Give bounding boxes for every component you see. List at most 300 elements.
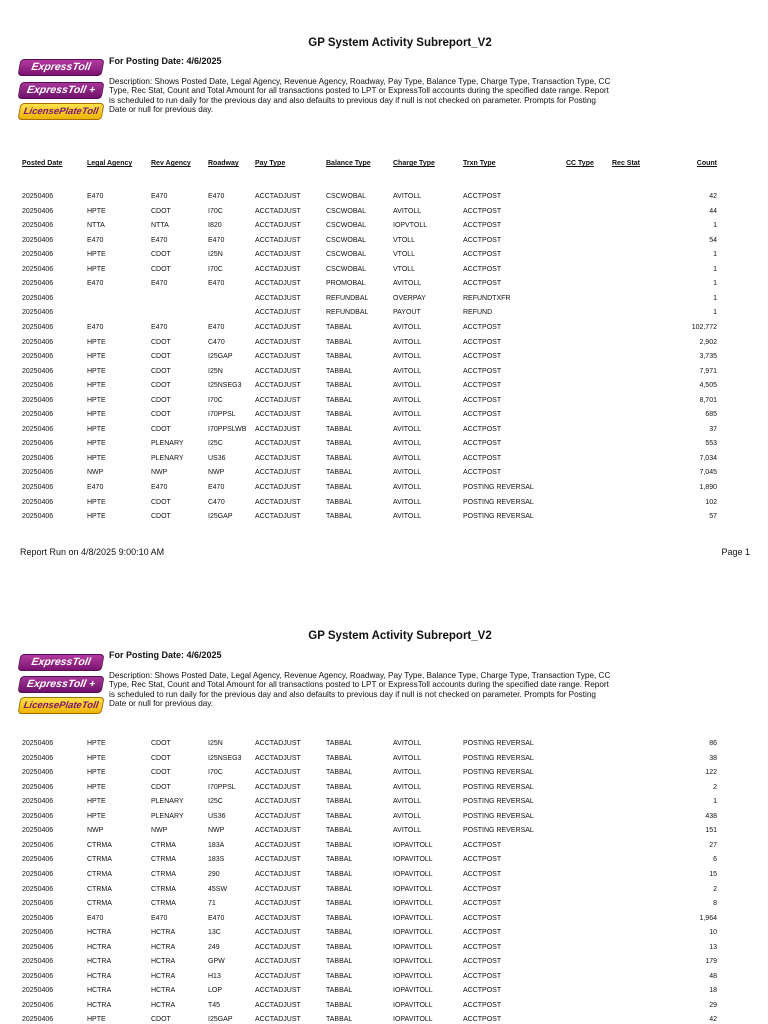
- cell-trxn-type: ACCTPOST: [463, 222, 502, 230]
- cell-roadway: E470: [208, 484, 225, 491]
- cell-roadway: US36: [208, 812, 226, 820]
- cell-charge-type: AVITOLL: [393, 827, 422, 835]
- cell-rev-agency: CDOT: [151, 367, 171, 375]
- cell-balance-type: TABBAL: [326, 754, 353, 762]
- column-header-roadway: Roadway: [208, 160, 239, 167]
- cell-rev-agency: CTRMA: [151, 900, 176, 908]
- cell-posted-date: 20250406: [22, 783, 54, 791]
- cell-legal-agency: HPTE: [87, 338, 106, 346]
- cell-pay-type: ACCTADJUST: [255, 353, 301, 361]
- cell-pay-type: ACCTADJUST: [255, 885, 301, 893]
- cell-count: 44: [709, 207, 717, 215]
- cell-legal-agency: HPTE: [87, 740, 106, 747]
- cell-count: 4,505: [699, 382, 717, 390]
- cell-trxn-type: ACCTPOST: [463, 236, 502, 244]
- cell-charge-type: IOPAVITOLL: [393, 958, 433, 966]
- cell-rev-agency: CDOT: [151, 513, 171, 521]
- cell-posted-date: 20250406: [22, 411, 54, 419]
- cell-legal-agency: HPTE: [87, 265, 106, 273]
- cell-count: 6: [713, 856, 717, 864]
- cell-pay-type: ACCTADJUST: [255, 929, 301, 937]
- cell-posted-date: 20250406: [22, 856, 54, 864]
- cell-trxn-type: REFUNDTXFR: [463, 294, 511, 302]
- cell-posted-date: 20250406: [22, 280, 54, 288]
- report-page-2: [0, 600, 768, 1024]
- cell-charge-type: AVITOLL: [393, 469, 422, 477]
- cell-roadway: H13: [208, 972, 221, 980]
- cell-pay-type: ACCTADJUST: [255, 972, 301, 980]
- cell-charge-type: AVITOLL: [393, 498, 422, 506]
- report-description: Description: Shows Posted Date, Legal Agency, Revenue Agency, Roadway, Pay Type, Balance Type, Charge Type, Transaction Type, CC Type, Rec Stat, Count and Total Amount for all transactions posted to LPT or ExpressToll accounts during the specified date range. Report is scheduled to run daily for the previous day and also defaults to previous day if null is not checked on parameter. Prompts for Posting Date or null for previous day.: [109, 671, 611, 709]
- cell-charge-type: IOPAVITOLL: [393, 1001, 433, 1009]
- cell-trxn-type: REFUND: [463, 309, 493, 317]
- cell-count: 122: [705, 769, 717, 777]
- cell-trxn-type: POSTING REVERSAL: [463, 498, 534, 506]
- cell-trxn-type: ACCTPOST: [463, 338, 502, 346]
- cell-pay-type: ACCTADJUST: [255, 236, 301, 244]
- cell-posted-date: 20250406: [22, 265, 54, 273]
- cell-legal-agency: HCTRA: [87, 929, 112, 937]
- cell-trxn-type: ACCTPOST: [463, 353, 502, 361]
- cell-trxn-type: ACCTPOST: [463, 870, 502, 878]
- cell-roadway: I70PPSL: [208, 411, 236, 419]
- cell-count: 42: [709, 193, 717, 200]
- cell-posted-date: 20250406: [22, 958, 54, 966]
- cell-charge-type: AVITOLL: [393, 798, 422, 806]
- cell-rev-agency: HCTRA: [151, 987, 176, 995]
- cell-charge-type: AVITOLL: [393, 207, 422, 215]
- cell-rev-agency: HCTRA: [151, 929, 176, 937]
- cell-count: 54: [709, 236, 717, 244]
- cell-roadway: E470: [208, 236, 225, 244]
- cell-legal-agency: HPTE: [87, 513, 106, 521]
- cell-balance-type: TABBAL: [326, 396, 353, 404]
- cell-trxn-type: POSTING REVERSAL: [463, 827, 534, 835]
- cell-charge-type: AVITOLL: [393, 740, 422, 747]
- cell-balance-type: TABBAL: [326, 367, 353, 375]
- cell-roadway: I820: [208, 222, 222, 230]
- cell-trxn-type: ACCTPOST: [463, 367, 502, 375]
- cell-rev-agency: HCTRA: [151, 958, 176, 966]
- cell-pay-type: ACCTADJUST: [255, 987, 301, 995]
- cell-legal-agency: E470: [87, 236, 104, 244]
- cell-trxn-type: POSTING REVERSAL: [463, 812, 534, 820]
- cell-roadway: LOP: [208, 987, 223, 995]
- cell-posted-date: 20250406: [22, 338, 54, 346]
- cell-pay-type: ACCTADJUST: [255, 812, 301, 820]
- cell-count: 1: [713, 265, 717, 273]
- cell-balance-type: TABBAL: [326, 929, 353, 937]
- cell-legal-agency: E470: [87, 914, 104, 922]
- cell-trxn-type: ACCTPOST: [463, 469, 502, 477]
- cell-rev-agency: CTRMA: [151, 885, 176, 893]
- cell-balance-type: TABBAL: [326, 958, 353, 966]
- cell-count: 151: [705, 827, 717, 835]
- cell-balance-type: TABBAL: [326, 987, 353, 995]
- cell-legal-agency: HPTE: [87, 1016, 106, 1024]
- cell-trxn-type: ACCTPOST: [463, 972, 502, 980]
- cell-charge-type: AVITOLL: [393, 812, 422, 820]
- cell-legal-agency: HPTE: [87, 498, 106, 506]
- cell-count: 10: [709, 929, 717, 937]
- cell-roadway: I25GAP: [208, 1016, 233, 1024]
- cell-rev-agency: CDOT: [151, 265, 171, 273]
- cell-rev-agency: E470: [151, 236, 168, 244]
- column-header-rec-stat: Rec Stat: [612, 160, 641, 167]
- cell-posted-date: 20250406: [22, 440, 54, 448]
- cell-trxn-type: ACCTPOST: [463, 900, 502, 908]
- cell-trxn-type: ACCTPOST: [463, 425, 502, 433]
- cell-roadway: I70C: [208, 265, 223, 273]
- posting-date: For Posting Date: 4/6/2025: [109, 56, 222, 66]
- cell-count: 18: [709, 987, 717, 995]
- cell-roadway: I70C: [208, 396, 223, 404]
- cell-pay-type: ACCTADJUST: [255, 754, 301, 762]
- cell-count: 438: [705, 812, 717, 820]
- cell-trxn-type: ACCTPOST: [463, 943, 502, 951]
- cell-count: 685: [705, 411, 717, 419]
- cell-trxn-type: ACCTPOST: [463, 396, 502, 404]
- cell-trxn-type: ACCTPOST: [463, 265, 502, 273]
- cell-count: 8,701: [699, 396, 717, 404]
- cell-roadway: 183A: [208, 841, 225, 849]
- cell-roadway: E470: [208, 280, 225, 288]
- cell-pay-type: ACCTADJUST: [255, 193, 301, 200]
- cell-balance-type: REFUNDBAL: [326, 294, 369, 302]
- cell-count: 8: [713, 900, 717, 908]
- cell-roadway: 71: [208, 900, 216, 908]
- cell-trxn-type: ACCTPOST: [463, 411, 502, 419]
- cell-roadway: E470: [208, 914, 225, 922]
- cell-balance-type: CSCWOBAL: [326, 207, 367, 215]
- expresstoll-logo: ExpressToll: [18, 654, 105, 671]
- cell-roadway: 45SW: [208, 885, 228, 893]
- column-header-posted-date: Posted Date: [22, 160, 63, 167]
- cell-rev-agency: CDOT: [151, 251, 171, 259]
- cell-posted-date: 20250406: [22, 929, 54, 937]
- cell-charge-type: IOPAVITOLL: [393, 870, 433, 878]
- cell-pay-type: ACCTADJUST: [255, 323, 301, 331]
- cell-posted-date: 20250406: [22, 812, 54, 820]
- cell-trxn-type: ACCTPOST: [463, 914, 502, 922]
- cell-count: 553: [705, 440, 717, 448]
- cell-balance-type: TABBAL: [326, 812, 353, 820]
- cell-posted-date: 20250406: [22, 740, 54, 747]
- cell-rev-agency: CDOT: [151, 740, 171, 747]
- cell-pay-type: ACCTADJUST: [255, 958, 301, 966]
- cell-legal-agency: HCTRA: [87, 1001, 112, 1009]
- cell-posted-date: 20250406: [22, 396, 54, 404]
- cell-balance-type: TABBAL: [326, 798, 353, 806]
- cell-rev-agency: E470: [151, 193, 168, 200]
- cell-trxn-type: ACCTPOST: [463, 987, 502, 995]
- cell-charge-type: AVITOLL: [393, 513, 422, 521]
- cell-legal-agency: HPTE: [87, 754, 106, 762]
- cell-charge-type: AVITOLL: [393, 396, 422, 404]
- cell-legal-agency: HPTE: [87, 425, 106, 433]
- cell-trxn-type: ACCTPOST: [463, 885, 502, 893]
- cell-charge-type: AVITOLL: [393, 454, 422, 462]
- cell-trxn-type: ACCTPOST: [463, 440, 502, 448]
- cell-roadway: I25C: [208, 798, 223, 806]
- cell-rev-agency: CDOT: [151, 207, 171, 215]
- cell-count: 179: [705, 958, 717, 966]
- expresstoll-plus-logo-text: ExpressToll +: [25, 84, 97, 96]
- cell-legal-agency: HPTE: [87, 783, 106, 791]
- column-header-trxn-type: Trxn Type: [463, 160, 496, 167]
- page-number: Page 1: [721, 547, 750, 557]
- cell-rev-agency: E470: [151, 484, 168, 491]
- report-title: GP System Activity Subreport_V2: [308, 37, 492, 49]
- cell-rev-agency: CDOT: [151, 769, 171, 777]
- cell-rev-agency: NWP: [151, 469, 168, 477]
- cell-trxn-type: POSTING REVERSAL: [463, 754, 534, 762]
- cell-pay-type: ACCTADJUST: [255, 396, 301, 404]
- column-header-pay-type: Pay Type: [255, 160, 286, 167]
- cell-roadway: I25GAP: [208, 513, 233, 521]
- cell-posted-date: 20250406: [22, 425, 54, 433]
- cell-charge-type: IOPAVITOLL: [393, 885, 433, 893]
- cell-count: 7,971: [699, 367, 717, 375]
- cell-balance-type: TABBAL: [326, 484, 353, 491]
- cell-roadway: I25GAP: [208, 353, 233, 361]
- cell-count: 38: [709, 754, 717, 762]
- cell-charge-type: IOPAVITOLL: [393, 943, 433, 951]
- cell-posted-date: 20250406: [22, 513, 54, 521]
- cell-count: 2: [713, 783, 717, 791]
- cell-posted-date: 20250406: [22, 943, 54, 951]
- cell-count: 2,902: [699, 338, 717, 346]
- cell-posted-date: 20250406: [22, 469, 54, 477]
- cell-legal-agency: HPTE: [87, 251, 106, 259]
- cell-rev-agency: CTRMA: [151, 841, 176, 849]
- cell-balance-type: CSCWOBAL: [326, 251, 367, 259]
- cell-balance-type: TABBAL: [326, 914, 353, 922]
- cell-roadway: I70C: [208, 207, 223, 215]
- cell-posted-date: 20250406: [22, 309, 54, 317]
- cell-posted-date: 20250406: [22, 1001, 54, 1009]
- cell-trxn-type: ACCTPOST: [463, 382, 502, 390]
- cell-trxn-type: ACCTPOST: [463, 280, 502, 288]
- cell-posted-date: 20250406: [22, 987, 54, 995]
- cell-legal-agency: HCTRA: [87, 958, 112, 966]
- cell-pay-type: ACCTADJUST: [255, 469, 301, 477]
- cell-balance-type: TABBAL: [326, 440, 353, 448]
- cell-trxn-type: ACCTPOST: [463, 454, 502, 462]
- cell-legal-agency: HPTE: [87, 798, 106, 806]
- cell-roadway: I25C: [208, 440, 223, 448]
- cell-count: 1: [713, 222, 717, 230]
- cell-legal-agency: HCTRA: [87, 943, 112, 951]
- column-header-legal-agency: Legal Agency: [87, 160, 133, 167]
- cell-pay-type: ACCTADJUST: [255, 367, 301, 375]
- cell-posted-date: 20250406: [22, 251, 54, 259]
- cell-balance-type: TABBAL: [326, 338, 353, 346]
- cell-pay-type: ACCTADJUST: [255, 914, 301, 922]
- cell-trxn-type: ACCTPOST: [463, 323, 502, 331]
- cell-rev-agency: CDOT: [151, 754, 171, 762]
- cell-rev-agency: HCTRA: [151, 972, 176, 980]
- cell-legal-agency: E470: [87, 484, 104, 491]
- cell-posted-date: 20250406: [22, 885, 54, 893]
- posting-date: For Posting Date: 4/6/2025: [109, 650, 222, 660]
- cell-rev-agency: CTRMA: [151, 856, 176, 864]
- column-header-balance-type: Balance Type: [326, 160, 371, 167]
- cell-count: 7,034: [699, 454, 717, 462]
- cell-legal-agency: HPTE: [87, 769, 106, 777]
- column-header-rev-agency: Rev Agency: [151, 160, 191, 167]
- cell-roadway: I70C: [208, 769, 223, 777]
- cell-trxn-type: POSTING REVERSAL: [463, 740, 534, 747]
- cell-roadway: C470: [208, 498, 225, 506]
- cell-balance-type: TABBAL: [326, 943, 353, 951]
- cell-charge-type: AVITOLL: [393, 367, 422, 375]
- cell-pay-type: ACCTADJUST: [255, 769, 301, 777]
- cell-trxn-type: POSTING REVERSAL: [463, 798, 534, 806]
- cell-pay-type: ACCTADJUST: [255, 783, 301, 791]
- cell-rev-agency: CDOT: [151, 411, 171, 419]
- cell-legal-agency: HPTE: [87, 396, 106, 404]
- cell-charge-type: IOPAVITOLL: [393, 841, 433, 849]
- cell-count: 7,045: [699, 469, 717, 477]
- cell-count: 15: [709, 870, 717, 878]
- cell-count: 57: [709, 513, 717, 521]
- cell-count: 1,964: [699, 914, 717, 922]
- cell-balance-type: TABBAL: [326, 740, 353, 747]
- cell-legal-agency: HPTE: [87, 382, 106, 390]
- licenseplatetoll-logo: LicensePlateToll: [18, 697, 105, 714]
- cell-posted-date: 20250406: [22, 769, 54, 777]
- cell-balance-type: TABBAL: [326, 498, 353, 506]
- cell-pay-type: ACCTADJUST: [255, 425, 301, 433]
- cell-balance-type: TABBAL: [326, 900, 353, 908]
- cell-charge-type: AVITOLL: [393, 754, 422, 762]
- cell-count: 1: [713, 309, 717, 317]
- cell-charge-type: AVITOLL: [393, 338, 422, 346]
- cell-pay-type: ACCTADJUST: [255, 484, 301, 491]
- cell-posted-date: 20250406: [22, 382, 54, 390]
- cell-legal-agency: CTRMA: [87, 856, 112, 864]
- cell-rev-agency: CTRMA: [151, 870, 176, 878]
- cell-trxn-type: POSTING REVERSAL: [463, 484, 534, 491]
- cell-rev-agency: CDOT: [151, 783, 171, 791]
- cell-posted-date: 20250406: [22, 484, 54, 491]
- cell-posted-date: 20250406: [22, 841, 54, 849]
- cell-roadway: NWP: [208, 469, 225, 477]
- cell-count: 102,772: [691, 323, 717, 331]
- cell-charge-type: IOPAVITOLL: [393, 987, 433, 995]
- cell-charge-type: IOPAVITOLL: [393, 914, 433, 922]
- cell-charge-type: AVITOLL: [393, 484, 422, 491]
- cell-legal-agency: E470: [87, 193, 104, 200]
- cell-legal-agency: HPTE: [87, 411, 106, 419]
- cell-trxn-type: ACCTPOST: [463, 1016, 502, 1024]
- cell-posted-date: 20250406: [22, 222, 54, 230]
- cell-count: 86: [709, 740, 717, 747]
- cell-posted-date: 20250406: [22, 900, 54, 908]
- cell-rev-agency: CDOT: [151, 1016, 171, 1024]
- cell-balance-type: TABBAL: [326, 513, 353, 521]
- report-run-info: Report Run on 4/8/2025 9:00:10 AM: [20, 547, 165, 557]
- cell-legal-agency: HPTE: [87, 367, 106, 375]
- cell-balance-type: TABBAL: [326, 827, 353, 835]
- cell-posted-date: 20250406: [22, 367, 54, 375]
- cell-charge-type: VTOLL: [393, 265, 416, 273]
- cell-trxn-type: ACCTPOST: [463, 251, 502, 259]
- cell-charge-type: VTOLL: [393, 251, 416, 259]
- cell-rev-agency: PLENARY: [151, 440, 184, 448]
- cell-charge-type: AVITOLL: [393, 193, 422, 200]
- cell-balance-type: TABBAL: [326, 425, 353, 433]
- cell-balance-type: TABBAL: [326, 1001, 353, 1009]
- cell-count: 2: [713, 885, 717, 893]
- cell-pay-type: ACCTADJUST: [255, 440, 301, 448]
- cell-charge-type: IOPAVITOLL: [393, 929, 433, 937]
- cell-legal-agency: CTRMA: [87, 870, 112, 878]
- cell-legal-agency: E470: [87, 323, 104, 331]
- cell-charge-type: AVITOLL: [393, 353, 422, 361]
- cell-rev-agency: HCTRA: [151, 943, 176, 951]
- cell-charge-type: AVITOLL: [393, 783, 422, 791]
- cell-trxn-type: POSTING REVERSAL: [463, 513, 534, 521]
- cell-count: 13: [709, 943, 717, 951]
- expresstoll-plus-logo: [18, 676, 105, 693]
- cell-balance-type: CSCWOBAL: [326, 265, 367, 273]
- cell-rev-agency: CDOT: [151, 382, 171, 390]
- cell-balance-type: TABBAL: [326, 972, 353, 980]
- cell-balance-type: TABBAL: [326, 870, 353, 878]
- cell-rev-agency: PLENARY: [151, 454, 184, 462]
- cell-charge-type: AVITOLL: [393, 425, 422, 433]
- cell-legal-agency: HPTE: [87, 440, 106, 448]
- cell-roadway: E470: [208, 323, 225, 331]
- cell-trxn-type: ACCTPOST: [463, 841, 502, 849]
- cell-balance-type: TABBAL: [326, 783, 353, 791]
- cell-charge-type: OVERPAY: [393, 294, 426, 302]
- cell-roadway: 249: [208, 943, 220, 951]
- expresstoll-plus-logo-text: ExpressToll +: [25, 678, 97, 690]
- cell-posted-date: 20250406: [22, 914, 54, 922]
- cell-posted-date: 20250406: [22, 454, 54, 462]
- cell-roadway: 290: [208, 870, 220, 878]
- cell-balance-type: CSCWOBAL: [326, 222, 367, 230]
- cell-legal-agency: HPTE: [87, 454, 106, 462]
- cell-rev-agency: CDOT: [151, 498, 171, 506]
- licenseplatetoll-logo: LicensePlateToll: [18, 103, 105, 120]
- cell-charge-type: IOPAVITOLL: [393, 972, 433, 980]
- cell-rev-agency: HCTRA: [151, 1001, 176, 1009]
- cell-balance-type: TABBAL: [326, 411, 353, 419]
- report-title: GP System Activity Subreport_V2: [308, 630, 492, 642]
- column-header-cc-type: CC Type: [566, 160, 594, 167]
- cell-legal-agency: CTRMA: [87, 841, 112, 849]
- cell-roadway: I70PPSLWB: [208, 425, 247, 433]
- cell-pay-type: ACCTADJUST: [255, 454, 301, 462]
- cell-roadway: I25N: [208, 367, 223, 375]
- cell-posted-date: 20250406: [22, 870, 54, 878]
- cell-posted-date: 20250406: [22, 827, 54, 835]
- cell-count: 1: [713, 251, 717, 259]
- cell-legal-agency: HPTE: [87, 353, 106, 361]
- cell-legal-agency: NWP: [87, 469, 104, 477]
- cell-posted-date: 20250406: [22, 798, 54, 806]
- cell-pay-type: ACCTADJUST: [255, 870, 301, 878]
- cell-rev-agency: E470: [151, 280, 168, 288]
- cell-balance-type: TABBAL: [326, 856, 353, 864]
- cell-roadway: I25NSEG3: [208, 754, 242, 762]
- cell-charge-type: AVITOLL: [393, 440, 422, 448]
- cell-count: 27: [709, 841, 717, 849]
